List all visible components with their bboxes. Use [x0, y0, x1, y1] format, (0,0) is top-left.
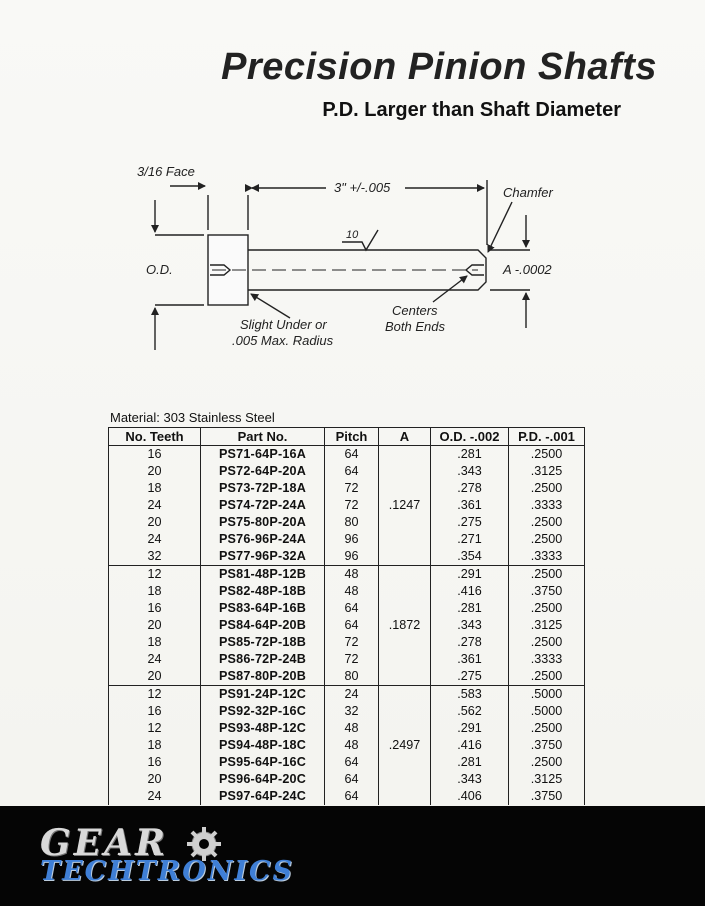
cell-part-no: PS72-64P-20A: [201, 463, 325, 480]
cell-pitch: 72: [325, 480, 379, 497]
cell-od: .416: [431, 583, 509, 600]
cell-teeth: 20: [109, 463, 201, 480]
cell-part-no: PS71-64P-16A: [201, 446, 325, 464]
logo-text-techtronics: TECHTRONICS: [40, 856, 295, 887]
cell-od: .281: [431, 600, 509, 617]
cell-pd: .2500: [509, 531, 585, 548]
table-row: [109, 771, 585, 788]
table-row: [109, 788, 585, 805]
table-row: [109, 566, 585, 584]
table-group: [109, 446, 585, 566]
cell-pd: .3125: [509, 617, 585, 634]
cell-pitch: 48: [325, 737, 379, 754]
cell-teeth: 18: [109, 583, 201, 600]
cell-teeth: 16: [109, 600, 201, 617]
cell-pd: .5000: [509, 703, 585, 720]
material-note: Material: 303 Stainless Steel: [110, 410, 275, 425]
table-header-row: [109, 428, 585, 446]
cell-pitch: 64: [325, 617, 379, 634]
centers-label-line2: Both Ends: [385, 319, 445, 334]
face-label: 3/16 Face: [137, 164, 195, 179]
cell-pd: .3333: [509, 651, 585, 668]
cell-pd: .2500: [509, 754, 585, 771]
cell-part-no: PS91-24P-12C: [201, 686, 325, 704]
table-row: [109, 463, 585, 480]
cell-od: .291: [431, 720, 509, 737]
cell-od: .281: [431, 446, 509, 464]
parts-table: [108, 427, 585, 805]
length-label: 3" +/-.005: [334, 180, 391, 195]
cell-part-no: PS84-64P-20B: [201, 617, 325, 634]
cell-pitch: 72: [325, 497, 379, 514]
cell-a: .2497: [379, 686, 431, 806]
cell-pitch: 64: [325, 771, 379, 788]
cell-pitch: 64: [325, 754, 379, 771]
table-row: [109, 583, 585, 600]
table-row: [109, 446, 585, 464]
cell-part-no: PS81-48P-12B: [201, 566, 325, 584]
table-row: [109, 703, 585, 720]
cell-teeth: 18: [109, 737, 201, 754]
cell-od: .281: [431, 754, 509, 771]
cell-part-no: PS96-64P-20C: [201, 771, 325, 788]
cell-teeth: 16: [109, 754, 201, 771]
cell-part-no: PS97-64P-24C: [201, 788, 325, 805]
cell-pitch: 80: [325, 514, 379, 531]
cell-pitch: 80: [325, 668, 379, 686]
cell-pd: .2500: [509, 446, 585, 464]
cell-pitch: 48: [325, 566, 379, 584]
cell-pd: .2500: [509, 514, 585, 531]
cell-a: .1247: [379, 446, 431, 566]
cell-od: .361: [431, 651, 509, 668]
cell-pd: .3750: [509, 737, 585, 754]
cell-teeth: 12: [109, 686, 201, 704]
cell-pd: .3750: [509, 788, 585, 805]
cell-od: .416: [431, 737, 509, 754]
cell-teeth: 12: [109, 720, 201, 737]
page-subtitle: P.D. Larger than Shaft Diameter: [322, 99, 621, 121]
logo-text-gear: GEAR: [40, 822, 169, 864]
table-row: [109, 514, 585, 531]
cell-a: .1872: [379, 566, 431, 686]
cell-part-no: PS92-32P-16C: [201, 703, 325, 720]
col-header-teeth: No. Teeth: [109, 428, 201, 446]
cell-part-no: PS75-80P-20A: [201, 514, 325, 531]
cell-pitch: 64: [325, 463, 379, 480]
cell-pitch: 72: [325, 634, 379, 651]
cell-pitch: 64: [325, 600, 379, 617]
page-title: Precision Pinion Shafts: [221, 46, 657, 88]
cell-part-no: PS94-48P-18C: [201, 737, 325, 754]
col-header-part-no: Part No.: [201, 428, 325, 446]
table-row: [109, 668, 585, 686]
cell-teeth: 24: [109, 651, 201, 668]
a-tolerance-label: A -.0002: [503, 262, 552, 277]
cell-od: .275: [431, 514, 509, 531]
cell-teeth: 16: [109, 446, 201, 464]
table-row: [109, 754, 585, 771]
table-row: [109, 600, 585, 617]
cell-part-no: PS85-72P-18B: [201, 634, 325, 651]
table-row: [109, 720, 585, 737]
table-row: [109, 480, 585, 497]
centers-label-line1: Centers: [392, 303, 438, 318]
cell-teeth: 24: [109, 531, 201, 548]
table-row: [109, 531, 585, 548]
cell-part-no: PS76-96P-24A: [201, 531, 325, 548]
cell-od: .291: [431, 566, 509, 584]
cell-pitch: 96: [325, 531, 379, 548]
cell-pd: .2500: [509, 600, 585, 617]
cell-pd: .3125: [509, 463, 585, 480]
cell-pd: .3333: [509, 548, 585, 566]
table-group: [109, 686, 585, 806]
shaft-diagram: [0, 150, 705, 370]
cell-teeth: 32: [109, 548, 201, 566]
cell-part-no: PS83-64P-16B: [201, 600, 325, 617]
cell-pd: .2500: [509, 668, 585, 686]
od-label: O.D.: [146, 262, 173, 277]
cell-teeth: 12: [109, 566, 201, 584]
cell-pitch: 48: [325, 720, 379, 737]
cell-part-no: PS74-72P-24A: [201, 497, 325, 514]
cell-part-no: PS73-72P-18A: [201, 480, 325, 497]
table-row: [109, 617, 585, 634]
cell-pitch: 96: [325, 548, 379, 566]
cell-pitch: 64: [325, 788, 379, 805]
table-group: [109, 566, 585, 686]
finish-mark-value: 10: [346, 229, 359, 241]
cell-part-no: PS86-72P-24B: [201, 651, 325, 668]
cell-od: .406: [431, 788, 509, 805]
cell-od: .343: [431, 771, 509, 788]
cell-od: .275: [431, 668, 509, 686]
cell-od: .343: [431, 617, 509, 634]
cell-od: .354: [431, 548, 509, 566]
cell-pitch: 48: [325, 583, 379, 600]
cell-pd: .2500: [509, 720, 585, 737]
cell-teeth: 20: [109, 514, 201, 531]
cell-pitch: 24: [325, 686, 379, 704]
table-row: [109, 651, 585, 668]
cell-pitch: 64: [325, 446, 379, 464]
col-header-a: A: [379, 428, 431, 446]
cell-teeth: 24: [109, 788, 201, 805]
cell-pd: .2500: [509, 634, 585, 651]
cell-od: .361: [431, 497, 509, 514]
cell-pd: .2500: [509, 480, 585, 497]
cell-pitch: 72: [325, 651, 379, 668]
cell-od: .278: [431, 634, 509, 651]
col-header-pd: P.D. -.001: [509, 428, 585, 446]
cell-pd: .2500: [509, 566, 585, 584]
cell-teeth: 16: [109, 703, 201, 720]
table-row: [109, 497, 585, 514]
cell-od: .583: [431, 686, 509, 704]
cell-od: .271: [431, 531, 509, 548]
cell-od: .343: [431, 463, 509, 480]
cell-part-no: PS82-48P-18B: [201, 583, 325, 600]
cell-pd: .3333: [509, 497, 585, 514]
chamfer-label: Chamfer: [503, 185, 553, 200]
radius-label-line2: .005 Max. Radius: [232, 333, 334, 348]
table-row: [109, 737, 585, 754]
cell-pd: .3750: [509, 583, 585, 600]
col-header-od: O.D. -.002: [431, 428, 509, 446]
cell-teeth: 20: [109, 771, 201, 788]
cell-teeth: 18: [109, 634, 201, 651]
cell-part-no: PS93-48P-12C: [201, 720, 325, 737]
cell-pd: .5000: [509, 686, 585, 704]
cell-part-no: PS87-80P-20B: [201, 668, 325, 686]
table-row: [109, 634, 585, 651]
cell-od: .278: [431, 480, 509, 497]
cell-od: .562: [431, 703, 509, 720]
table-row: [109, 686, 585, 704]
cell-part-no: PS77-96P-32A: [201, 548, 325, 566]
cell-pd: .3125: [509, 771, 585, 788]
cell-part-no: PS95-64P-16C: [201, 754, 325, 771]
cell-teeth: 20: [109, 668, 201, 686]
cell-teeth: 20: [109, 617, 201, 634]
table-row: [109, 548, 585, 566]
cell-pitch: 32: [325, 703, 379, 720]
cell-teeth: 18: [109, 480, 201, 497]
radius-label-line1: Slight Under or: [240, 317, 327, 332]
col-header-pitch: Pitch: [325, 428, 379, 446]
cell-teeth: 24: [109, 497, 201, 514]
